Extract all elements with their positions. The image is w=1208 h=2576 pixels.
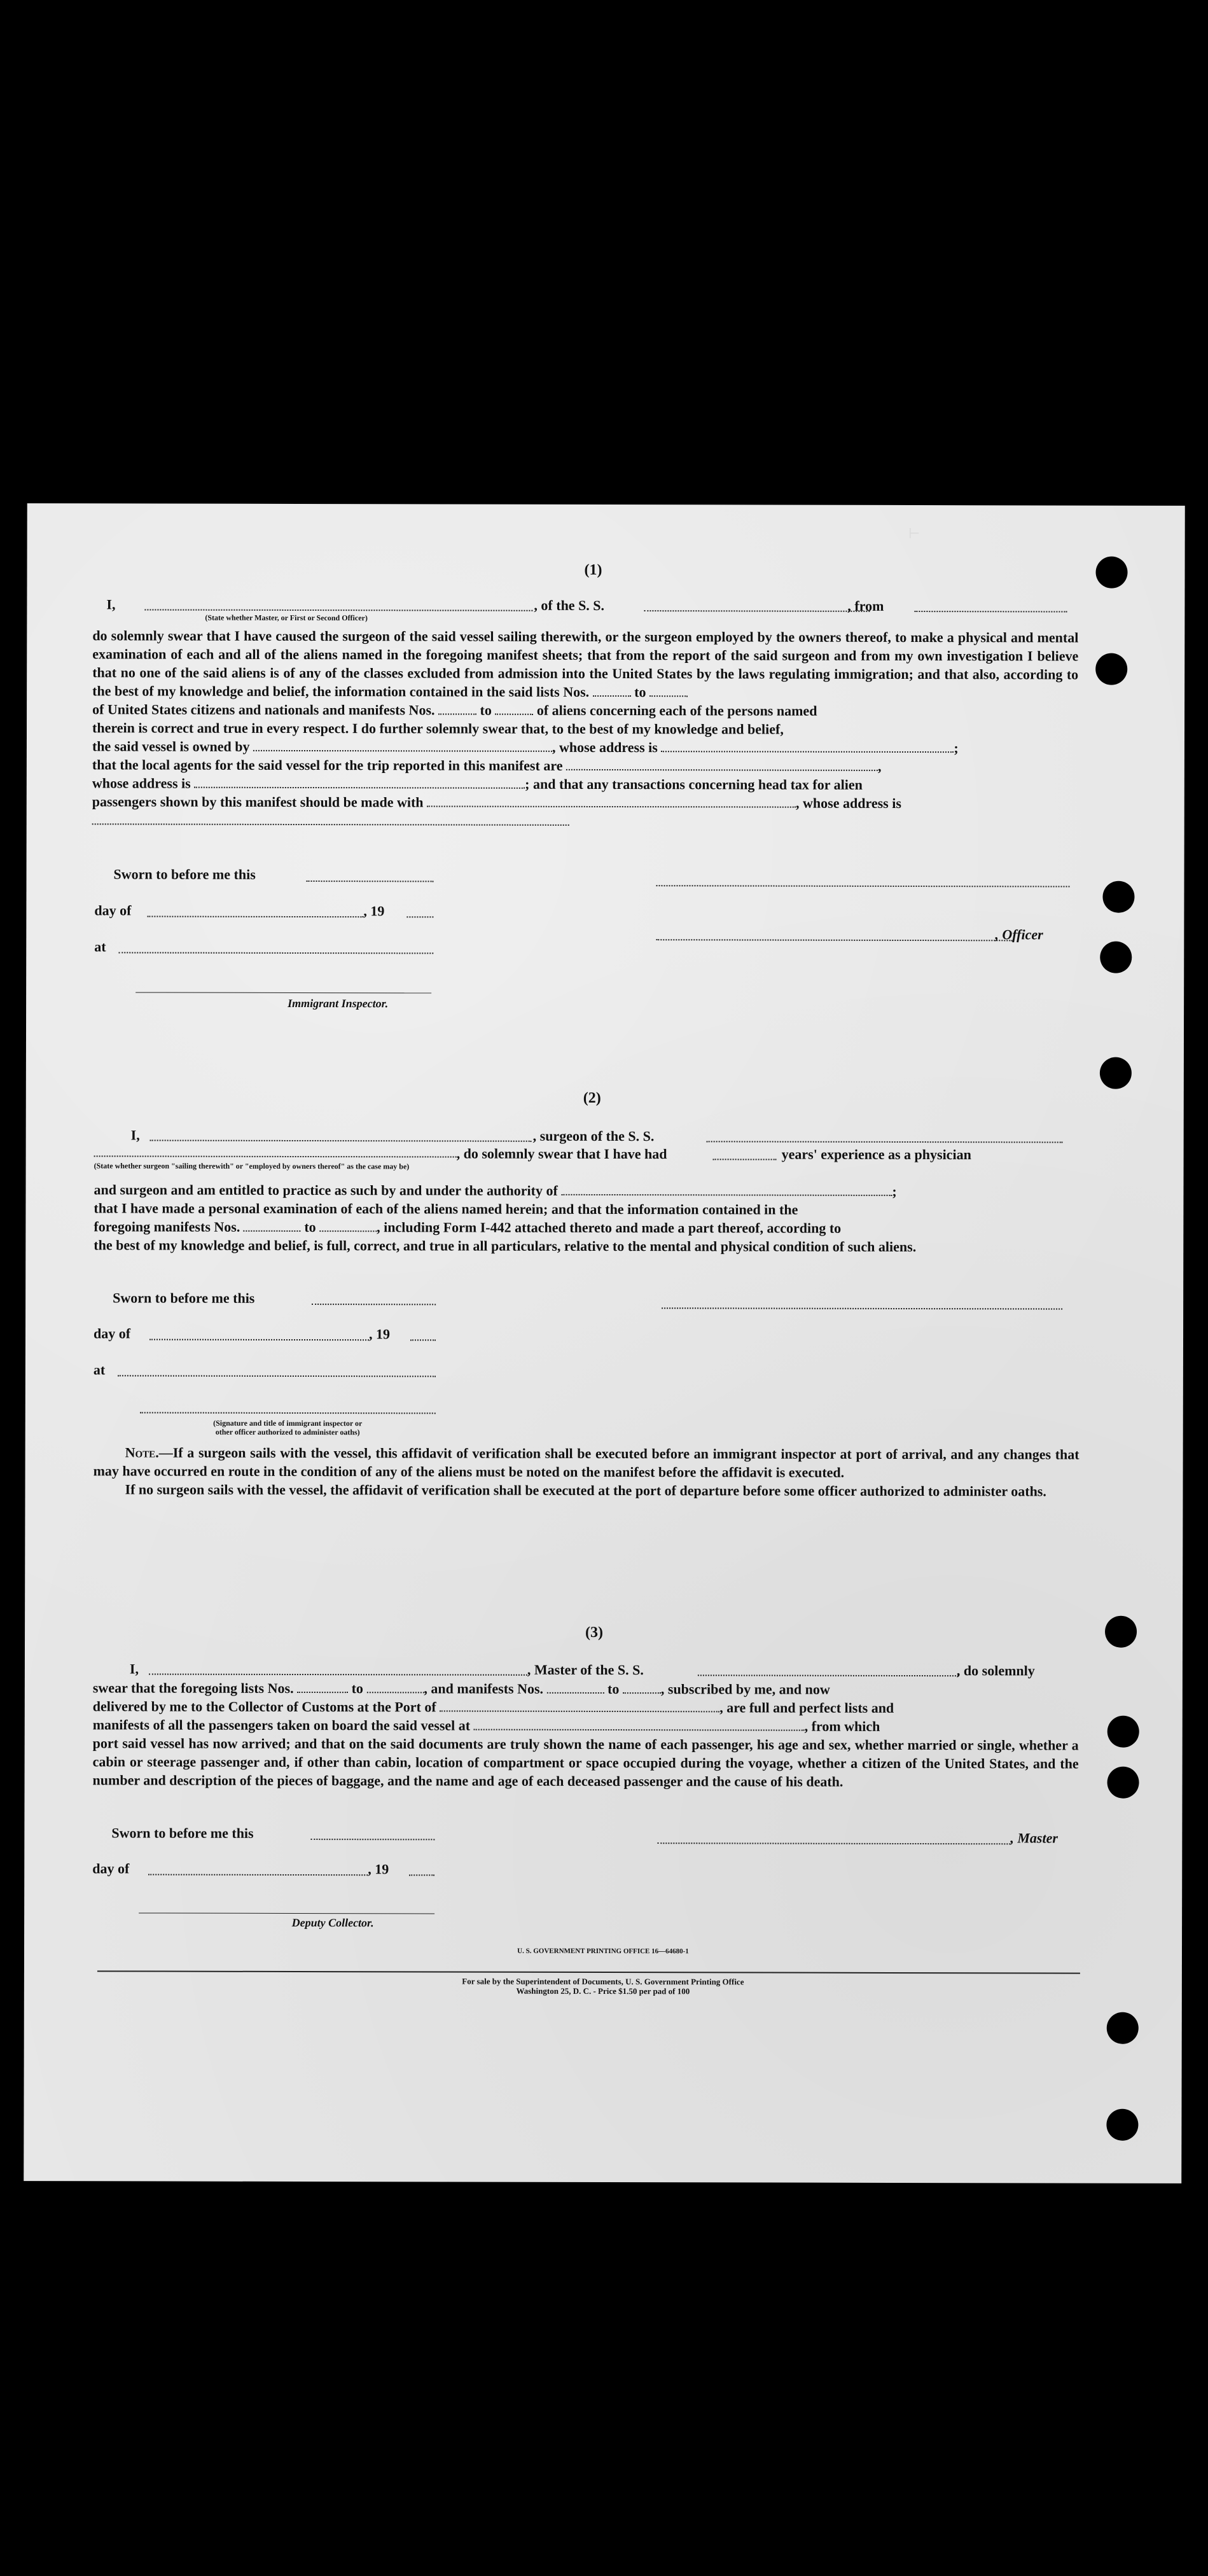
binder-hole — [1105, 1616, 1137, 1648]
sworn-label-1: Sworn to before me this — [113, 866, 256, 882]
officer-type-note: (State whether Master, or First or Second Officer) — [205, 613, 368, 623]
binder-hole — [1100, 942, 1132, 973]
section-2-i: I, — [130, 1127, 140, 1143]
at-label-2: at — [93, 1361, 106, 1378]
binder-hole — [1100, 1057, 1132, 1089]
day-of-line-3 — [148, 1874, 368, 1876]
sworn-date-line-3 — [310, 1839, 434, 1840]
section-2-number: (2) — [583, 1089, 601, 1106]
binder-hole — [1102, 881, 1134, 913]
section-2-paragraph: and surgeon and am entitled to practice as such by and under the authority of ; that I have made a personal examination of each of the aliens named herein; and that the information contained in the foregoing manifests Nos. to , including Form I-442 attached thereto and made a part thereof, according to the best of my knowledge and belief, is full, correct, and true in all particulars, relative to the mental and physical condition of such aliens. — [94, 1181, 917, 1255]
binder-hole — [1095, 653, 1127, 685]
vessel-name-line — [644, 610, 870, 612]
at-label-1: at — [94, 938, 106, 955]
master-vessel-line — [698, 1674, 959, 1676]
at-line-1 — [118, 952, 433, 954]
immigrant-inspector-label: Immigrant Inspector. — [288, 996, 389, 1010]
section-3-number: (3) — [585, 1624, 604, 1641]
inspector-signature-line — [135, 992, 431, 993]
officer-name-line — [144, 609, 532, 611]
deputy-signature-line — [139, 1912, 434, 1914]
day-of-line-2 — [149, 1339, 369, 1341]
binder-hole — [1107, 1767, 1139, 1799]
from-port-line — [914, 611, 1067, 613]
section-1-i: I, — [106, 596, 116, 613]
deputy-collector-label: Deputy Collector. — [291, 1916, 374, 1930]
gpo-imprint: U. S. GOVERNMENT PRINTING OFFICE 16—64680-1 — [517, 1947, 689, 1956]
at-line-2 — [118, 1375, 436, 1377]
day-of-label-3: day of — [92, 1860, 130, 1877]
section-3-paragraph: swear that the foregoing lists Nos. to , and manifests Nos. to , subscribed by me, and now delivered by me to the Collector of Customs at the Port of , are full and perfect lists and manifests of all the passengers taken on board the said vessel at , from which port said vessel has now arrived; and that on the said documents are truly shown the name of each passenger, his age and sex, whether married or single, whether a cabin or steerage passenger and, if other than cabin, location of compartment or space occupied during the voyage, whether a citizen of the United States, and the number and description of the pieces of baggage, and the name and age of each deceased passenger and the cause of his death. — [92, 1680, 1079, 1790]
years-line — [713, 1159, 777, 1160]
binder-hole — [1107, 1716, 1139, 1748]
day-of-label-2: day of — [94, 1325, 131, 1342]
from-label: , from — [847, 597, 884, 614]
surgeon-of-label: , surgeon of the S. S. — [532, 1127, 655, 1145]
master-label: , Master — [1010, 1830, 1058, 1846]
officer-signature-line — [656, 939, 1012, 941]
master-name-line — [149, 1674, 527, 1676]
binder-hole — [1106, 2109, 1138, 2141]
signature-note-2: other officer authorized to administer oaths) — [215, 1427, 360, 1437]
surgeon-type-line — [94, 1155, 457, 1157]
sworn-label-2: Sworn to before me this — [113, 1290, 255, 1306]
day-of-line-1 — [147, 916, 363, 917]
year-line-2 — [410, 1339, 436, 1340]
section-3-i: I, — [129, 1660, 139, 1677]
inspector-signature-line-2 — [140, 1412, 436, 1414]
nineteen-label-2: , 19 — [369, 1326, 391, 1342]
of-ss-label: , of the S. S. — [534, 597, 605, 613]
section-1-number: (1) — [584, 561, 602, 578]
sale-line-2: Washington 25, D. C. - Price $1.50 per pad of 100 — [516, 1986, 690, 1996]
surgeon-type-note: (State whether surgeon "sailing therewith" or "employed by owners thereof" as the case may be) — [94, 1161, 410, 1171]
signature-note-1: (Signature and title of immigrant inspector or — [213, 1418, 363, 1428]
surgeon-name-line — [150, 1140, 532, 1142]
years-experience-label: years' experience as a physician — [781, 1146, 971, 1163]
binder-hole — [1107, 2012, 1139, 2044]
top-mark: ⊢ — [908, 525, 920, 542]
sworn-label-3: Sworn to before me this — [111, 1825, 254, 1841]
section-1-paragraph: do solemnly swear that I have caused the surgeon of the said vessel sailing therewith, or the surgeon employed by the owners thereof, to make a physical and mental examination of each and all of the aliens named in the foregoing manifest sheets; that from the report of the said surgeon and from my own investigation I believe that no one of the said aliens is of any of the classes excluded from admission into the United States by the laws regulating immigration; and that also, according to the best of my knowledge and belief, the information contained in the said lists Nos. to of United States citizens and nationals and manifests Nos. to of aliens concerning each of the persons named therein is correct and true in every respect. I do further solemnly swear that, to the best of my knowledge and belief, the said vessel is owned by , whose address is ; that the local agents for the said vessel for the trip reported in this manifest are , whose address is ; and that any transactions concerning head tax for alien passengers shown by this manifest should be made with , whose address is — [92, 626, 1079, 831]
nineteen-label-1: , 19 — [363, 903, 385, 919]
sale-line-1: For sale by the Superintendent of Documents, U. S. Government Printing Office — [462, 1976, 744, 1987]
sworn-date-line-1 — [307, 881, 434, 882]
footer-rule — [97, 1970, 1080, 1974]
year-line-1 — [406, 916, 433, 917]
nineteen-label-3: , 19 — [368, 1861, 389, 1877]
sworn-date-line-2 — [312, 1304, 436, 1305]
year-line-3 — [409, 1874, 434, 1876]
note-paragraph: Note.—If a surgeon sails with the vessel, this affidavit of verification shall be executed before an immigrant inspector at port of arrival, and any changes that may have occurred en route in the condition of any of the aliens must be noted on the manifest before the affidavit is executed. If no surgeon sails with the vessel, the affidavit of verification shall be executed at the port of departure before some officer authorized to administer oaths. — [93, 1444, 1080, 1500]
master-signature-line — [657, 1842, 1010, 1844]
do-solemnly-label: , do solemnly — [956, 1662, 1035, 1679]
document-page — [24, 503, 1185, 2183]
solemnly-swear-label: , do solemnly swear that I have had — [456, 1145, 667, 1162]
surgeon-signature-line — [662, 1307, 1062, 1309]
officer-label: , Officer — [995, 926, 1043, 943]
surgeon-vessel-line — [707, 1141, 1063, 1143]
binder-hole — [1095, 557, 1127, 588]
day-of-label-1: day of — [94, 902, 132, 919]
master-of-label: , Master of the S. S. — [527, 1661, 644, 1678]
officer-signature-line-top — [656, 885, 1070, 887]
